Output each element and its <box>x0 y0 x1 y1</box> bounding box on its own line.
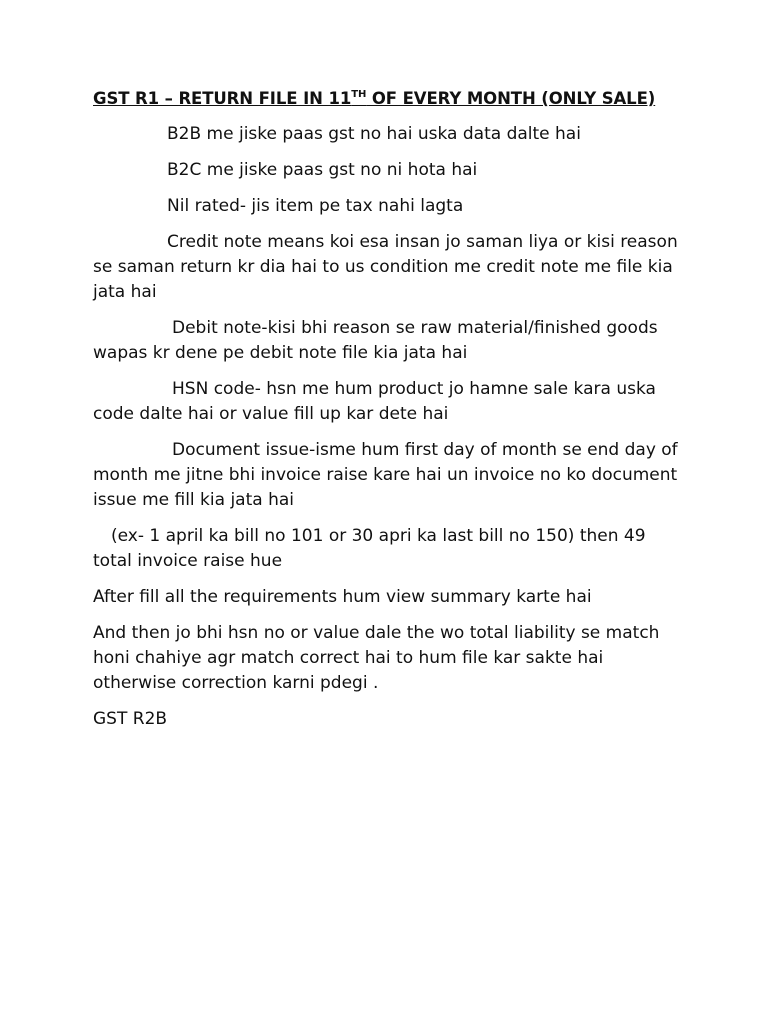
paragraph-nil-rated: Nil rated- jis item pe tax nahi lagta <box>167 196 464 216</box>
heading-superscript: TH <box>351 88 367 100</box>
paragraph-b2b: B2B me jiske paas gst no hai uska data dalte hai <box>167 124 581 144</box>
document-heading <box>93 86 682 111</box>
paragraph-hsn-code: HSN code- hsn me hum product jo hamne sale kara uska code dalte hai or value fill up kar dete hai <box>93 379 656 424</box>
paragraph-liability-match: And then jo bhi hsn no or value dale the wo total liability se match honi chahiye agr match correct hai to hum file kar sakte hai otherwise correction karni pdegi . <box>93 623 660 693</box>
paragraph-view-summary: After fill all the requirements hum view summary karte hai <box>93 587 592 607</box>
paragraph-credit-note: Credit note means koi esa insan jo saman liya or kisi reason se saman return kr dia hai to us condition me credit note me file kia jata hai <box>93 232 678 302</box>
heading-text-rest: OF EVERY MONTH (ONLY SALE) <box>366 89 656 108</box>
paragraph-b2c: B2C me jiske paas gst no ni hota hai <box>167 160 478 180</box>
heading-text: GST R1 – RETURN FILE IN 11 <box>93 89 352 108</box>
paragraph-debit-note: Debit note-kisi bhi reason se raw material/finished goods wapas kr dene pe debit note file kia jata hai <box>93 318 658 363</box>
paragraph-document-issue: Document issue-isme hum first day of month se end day of month me jitne bhi invoice raise kare hai un invoice no ko document issue me fill kia jata hai <box>93 440 678 510</box>
paragraph-gst-r2b: GST R2B <box>93 709 168 729</box>
paragraph-example: (ex- 1 april ka bill no 101 or 30 apri ka last bill no 150) then 49 total invoice raise hue <box>93 526 646 571</box>
